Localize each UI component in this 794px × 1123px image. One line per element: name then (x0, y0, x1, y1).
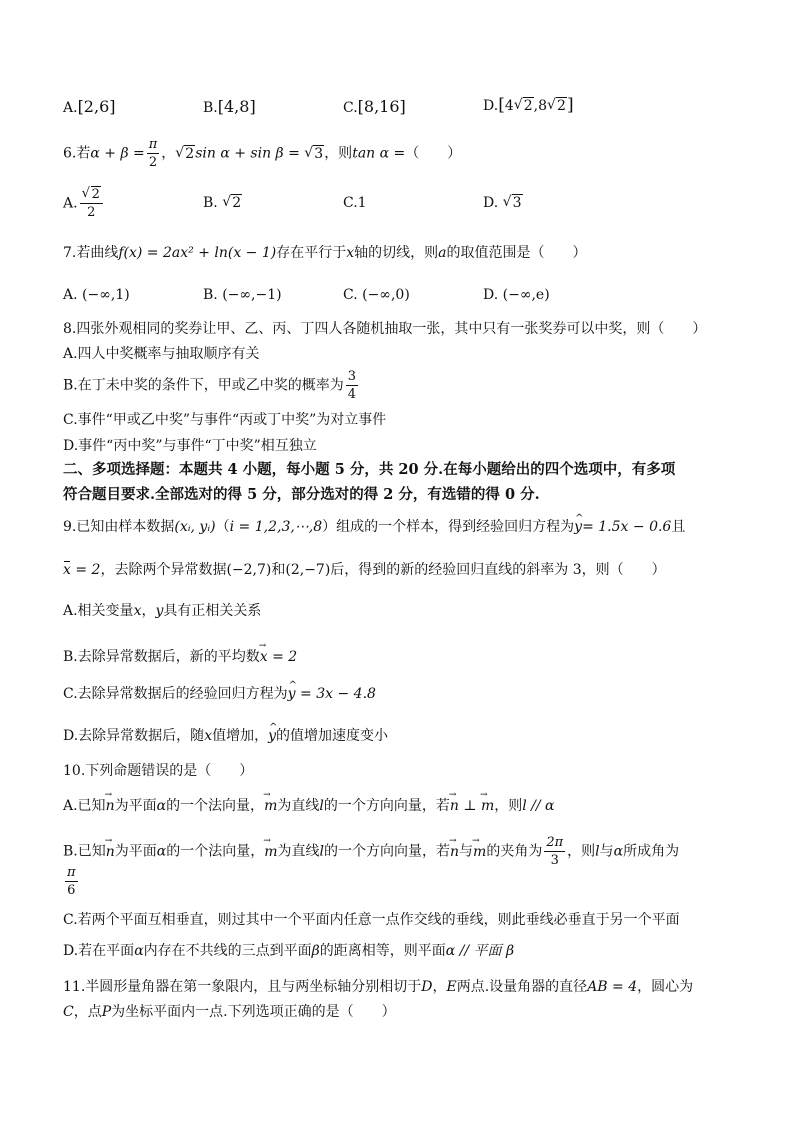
q9-option-b: B.去除异常数据后，新的平均数→ x = 2 (63, 648, 297, 666)
q6-option-a: A. √ $\frac{2}{2}$ (63, 188, 105, 219)
q7-stem: 7.若曲线f(x) = 2ax² + ln(x − 1)存在平行于x轴的切线，则a的取值范围是（ ） (63, 245, 587, 261)
q10-option-c: C.若两个平面互相垂直，则过其中一个平面内任意一点作交线的垂线，则此垂线必垂直于另一个平面 (63, 912, 680, 928)
section2-instructions-line1: 二、多项选择题：本题共 4 小题，每小题 5 分，共 20 分.在每小题给出的四个选项中，有多项 (63, 461, 676, 478)
q9-option-c: C.去除异常数据后的经验回归方程为^ y = 3x − 4.8 (63, 685, 376, 703)
q10-option-b-fraction: $\frac{\pi}{6}$ (67, 865, 76, 898)
q6-stem: 6.若α + β = $\frac{\pi}{2}$ ，√ 2sin α + sin β = √ 3，则tan α =（ ） (63, 138, 461, 169)
section2-instructions-line2: 符合题目要求.全部选对的得 5 分，部分选对的得 2 分，有选错的得 0 分. (63, 486, 540, 503)
q10-option-b: B.已知→ n为平面α的一个法向量，→ m为直线l的一个方向向量，若→ n与→ m的夹角为 $\frac{2\pi}{3}$ ，则l与α所成角为 (63, 836, 679, 867)
q5-option-c: C.[8,16] (343, 97, 406, 116)
q5-option-b: B.[4,8] (203, 97, 256, 116)
q6-option-d: D. √ 3 (483, 194, 523, 212)
q8-option-b: B.在丁未中奖的条件下，甲或乙中奖的概率为 $\frac{3}{4}$ (63, 369, 357, 402)
q9-stem-line2: x = 2，去除两个异常数据(−2,7)和(2,−7)后，得到的新的经验回归直线的斜率为 3，则（ ） (63, 562, 666, 578)
q5-option-d: D.[4√ 2,8√ 2] (483, 96, 574, 115)
q8-stem: 8.四张外观相同的奖券让甲、乙、丙、丁四人各随机抽取一张，其中只有一张奖券可以中奖，则（ ） (63, 321, 707, 337)
q8-option-d: D.事件“丙中奖”与事件“丁中奖”相互独立 (63, 438, 317, 454)
q6-option-b: B. √ 2 (203, 194, 242, 212)
q7-option-d: D. (−∞,e) (483, 287, 550, 303)
q7-option-a: A. (−∞,1) (63, 287, 130, 303)
q6-option-c: C.1 (343, 195, 367, 211)
q10-stem: 10.下列命题错误的是（ ） (63, 763, 254, 779)
q11-stem-line2: C，点P为坐标平面内一点.下列选项正确的是（ ） (63, 1004, 396, 1020)
q5-option-a: A.[2,6] (63, 97, 116, 116)
q8-option-c: C.事件“甲或乙中奖”与事件“丙或丁中奖”为对立事件 (63, 412, 387, 428)
q8-option-a: A.四人中奖概率与抽取顺序有关 (63, 346, 260, 362)
q7-option-c: C. (−∞,0) (343, 287, 410, 303)
q9-option-a: A.相关变量x，y具有正相关关系 (63, 603, 262, 619)
q10-option-d: D.若在平面α内存在不共线的三点到平面β的距离相等，则平面α // 平面 β (63, 943, 515, 959)
q11-stem-line1: 11.半圆形量角器在第一象限内，且与两坐标轴分别相切于D，E两点.设量角器的直径AB = 4，圆心为 (63, 979, 694, 995)
q9-option-d: D.去除异常数据后，随x值增加，^ y的值增加速度变小 (63, 727, 388, 745)
q9-stem-line1: 9.已知由样本数据(xᵢ, yᵢ)（i = 1,2,3,⋯,8）组成的一个样本，得到经验回归方程为^ y= 1.5x − 0.6且 (63, 518, 685, 536)
q10-option-a: A.已知→ n为平面α的一个法向量，→ m为直线l的一个方向向量，若→ n ⊥ → m，则l // α (63, 797, 554, 815)
q7-option-b: B. (−∞,−1) (203, 287, 282, 303)
